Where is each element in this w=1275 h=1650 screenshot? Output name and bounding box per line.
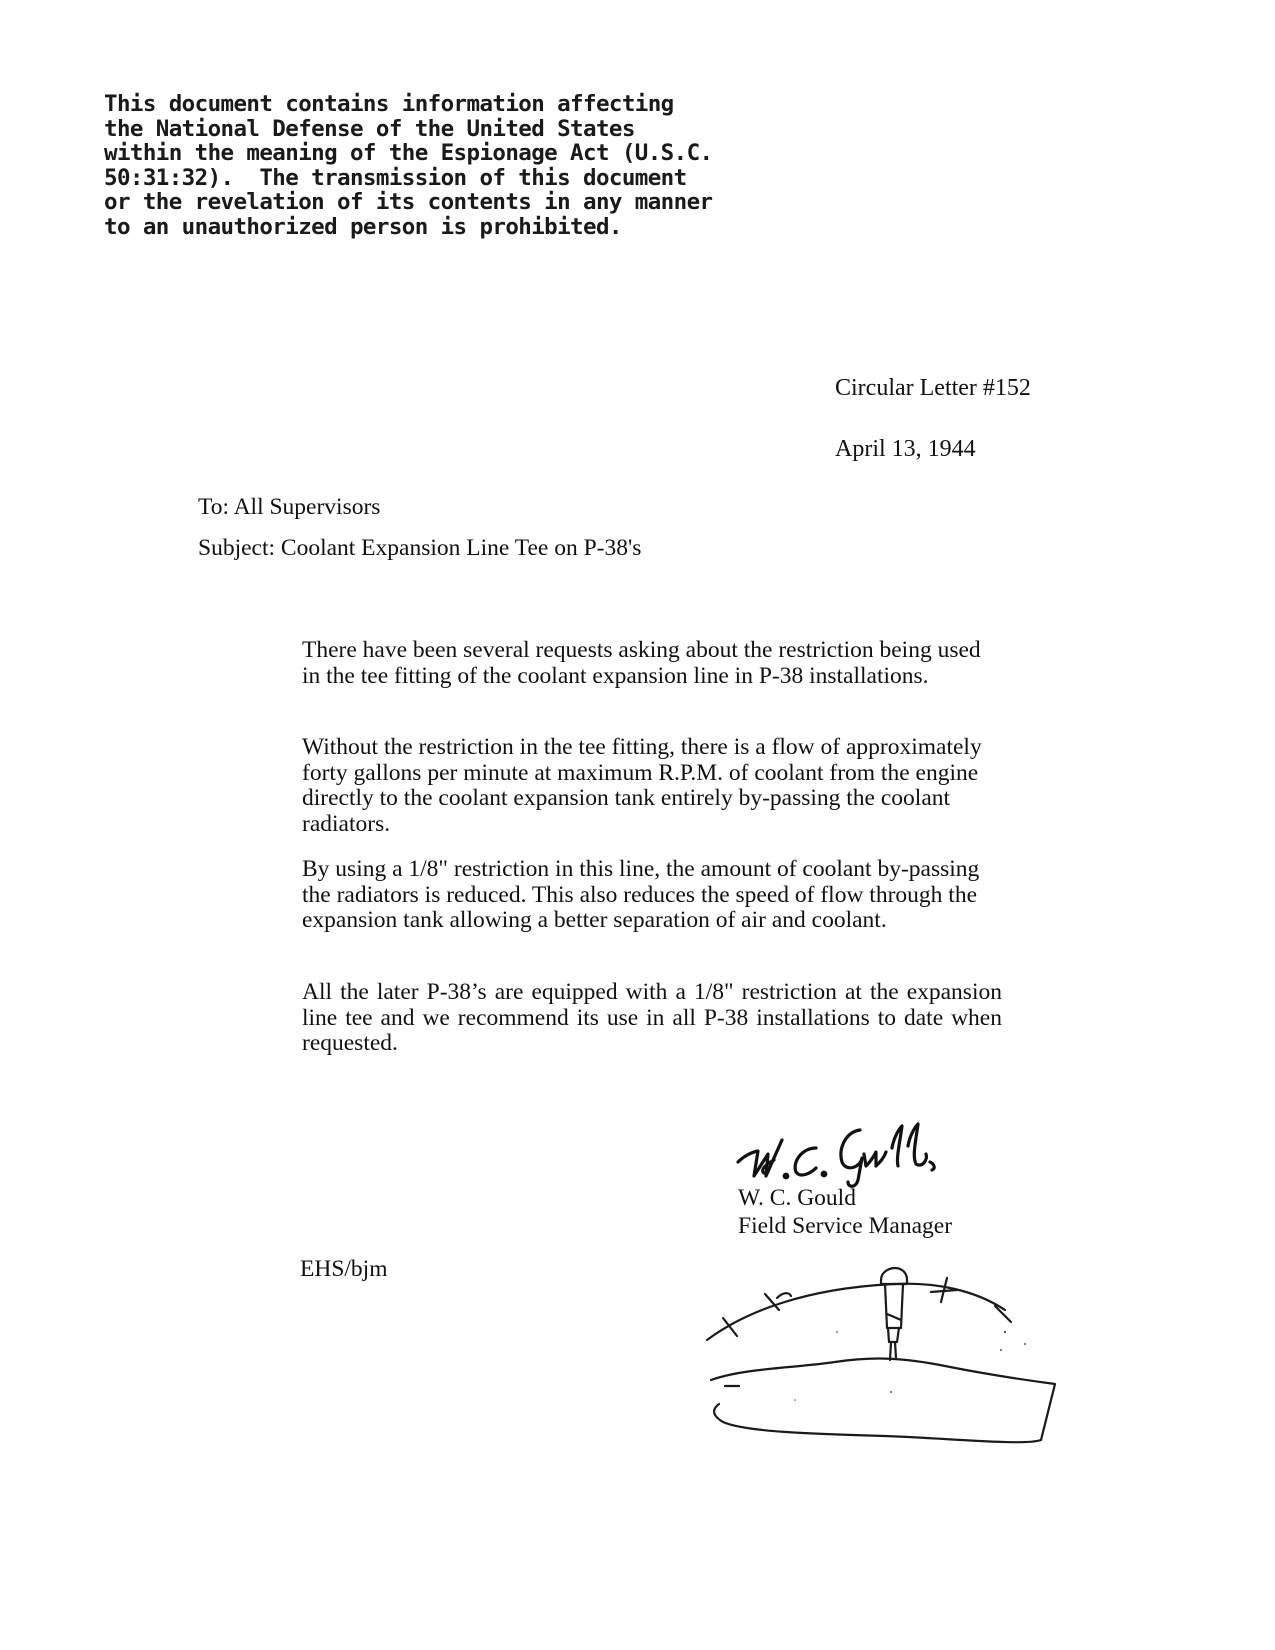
notice-line: This document contains information affecting bbox=[104, 91, 674, 117]
letter-date: April 13, 1944 bbox=[835, 436, 976, 462]
handwritten-signature bbox=[730, 1118, 960, 1193]
notice-line: 50:31:32). The transmission of this document bbox=[104, 164, 687, 191]
expansion-tank-outline bbox=[711, 1359, 1055, 1443]
notice-line: to an unauthorized person is prohibited. bbox=[104, 213, 622, 240]
body-paragraph-2: Without the restriction in the tee fitting, there is a flow of approximately forty gallons per minute at maximum R.P.M. of coolant from the engine directly to the coolant expansion tank entirely by-passing the coolant radiators. bbox=[302, 734, 982, 837]
notice-line: within the meaning of the Espionage Act (U.S.C. bbox=[104, 140, 713, 166]
notice-line: the National Defense of the United States bbox=[104, 115, 635, 142]
line-tick-mark bbox=[931, 1290, 957, 1292]
signatory-name: W. C. Gould bbox=[738, 1185, 856, 1211]
tee-fitting-body bbox=[885, 1284, 903, 1328]
line-tick-mark bbox=[777, 1293, 791, 1298]
espionage-act-notice bbox=[104, 92, 824, 239]
recipient-line: To: All Supervisors bbox=[198, 494, 381, 520]
notice-line: or the revelation of its contents in any manner bbox=[104, 189, 713, 215]
signatory-title: Field Service Manager bbox=[738, 1213, 953, 1239]
body-paragraph-3: By using a 1/8" restriction in this line, the amount of coolant by-passing the radiators is reduced. This also reduces the speed of flow through the expansion tank allowing a better separation of air and coolant. bbox=[302, 856, 980, 933]
body-paragraph-4: All the later P-38’s are equipped with a 1/8" restriction at the expansion line tee and we recommend its use in all P-38 installations to date when requested. bbox=[302, 979, 1002, 1056]
tee-fitting bbox=[881, 1268, 907, 1284]
coolant-line-sketch bbox=[705, 1262, 1075, 1497]
circular-letter-number: Circular Letter #152 bbox=[835, 375, 1031, 401]
typist-initials: EHS/bjm bbox=[300, 1256, 388, 1282]
expansion-line bbox=[707, 1284, 1005, 1340]
subject-line: Subject: Coolant Expansion Line Tee on P-38's bbox=[198, 535, 642, 561]
body-paragraph-1: There have been several requests asking about the restriction being used in the tee fitting of the coolant expansion line in P-38 installations. bbox=[302, 637, 981, 689]
